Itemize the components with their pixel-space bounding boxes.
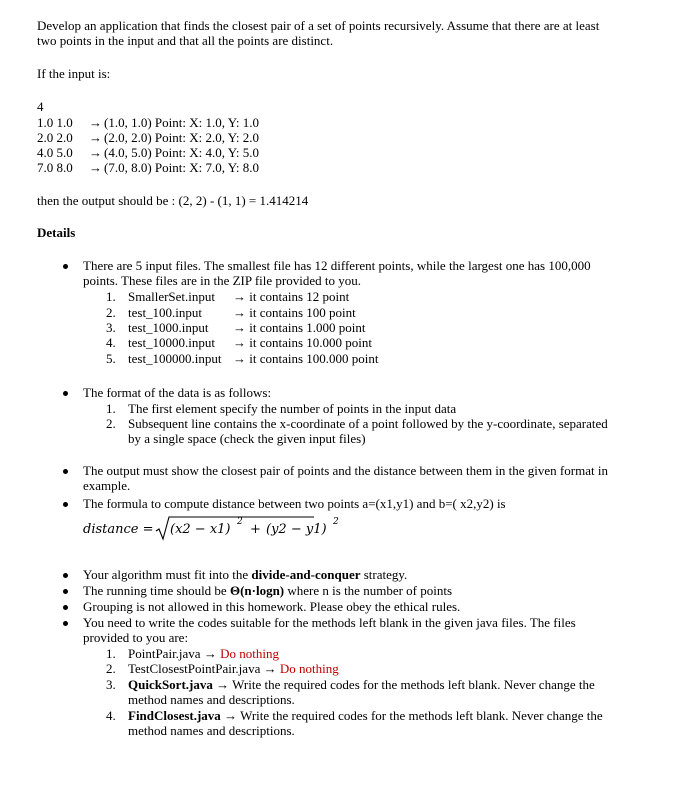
java-file-name: PointPair.java	[128, 646, 201, 661]
sample-out: (2.0, 2.0) Point: X: 2.0, Y: 2.0	[104, 130, 260, 145]
runtime-pre: The running time should be	[83, 583, 230, 598]
file-desc: → it contains 10.000 point	[233, 335, 373, 350]
details-heading: Details	[37, 225, 76, 240]
file-name: test_100000.input	[128, 351, 222, 366]
java-file-desc: Write the required codes for the methods left blank. Never change the	[240, 708, 603, 723]
file-name: test_1000.input	[128, 320, 209, 335]
list-number: 2.	[106, 416, 116, 431]
bullet-icon	[63, 573, 68, 578]
code-line-1: You need to write the codes suitable for the methods left blank in the given java files. The files	[83, 615, 576, 630]
list-number: 2.	[106, 661, 116, 676]
format-item: The first element specify the number of points in the input data	[128, 401, 457, 416]
java-file-name: FindClosest.java	[128, 708, 221, 723]
sample-out: (7.0, 8.0) Point: X: 7.0, Y: 8.0	[104, 160, 260, 175]
bullet-icon	[63, 605, 68, 610]
sample-raw: 7.0 8.0	[37, 160, 73, 175]
runtime-bold: Θ(n·logn)	[229, 583, 285, 598]
java-file-desc-cont: method names and descriptions.	[128, 723, 295, 738]
java-file-item	[128, 708, 603, 723]
java-file-desc: Do nothing	[220, 646, 279, 661]
arrow-icon: →	[263, 661, 277, 676]
list-number: 4.	[106, 335, 116, 350]
algorithm-pre: Your algorithm must fit into the	[83, 567, 252, 582]
list-number: 1.	[106, 646, 116, 661]
file-desc: → it contains 100.000 point	[233, 351, 379, 366]
formula-plus: +	[250, 522, 261, 537]
sample-count: 4	[37, 99, 44, 114]
intro-line-2: two points in the input and that all the points are distinct.	[37, 33, 334, 48]
formula-intro: The formula to compute distance between two points a=(x1,y1) and b=( x2,y2) is	[83, 496, 506, 511]
formula-lhs: distance =	[83, 522, 154, 537]
bullet-icon	[63, 469, 68, 474]
intro-line-1: Develop an application that finds the closest pair of a set of points recursively. Assume that there are at least	[37, 18, 600, 33]
list-number: 5.	[106, 351, 116, 366]
algorithm-post: strategy.	[360, 567, 408, 582]
input-heading: If the input is:	[37, 66, 111, 81]
runtime-post: where n is the number of points	[284, 583, 453, 598]
java-file-item	[128, 677, 595, 692]
java-file-desc: Write the required codes for the methods left blank. Never change the	[232, 677, 595, 692]
formula-term-2: (y2 − y1)	[266, 522, 327, 537]
arrow-icon: →	[203, 646, 217, 661]
format-item-cont: by a single space (check the given input files)	[128, 431, 366, 446]
algorithm-line	[83, 567, 407, 582]
output-req-line-2: example.	[83, 478, 131, 493]
list-number: 4.	[106, 708, 116, 723]
java-file-name: TestClosestPointPair.java	[128, 661, 261, 676]
code-line-2: provided to you are:	[83, 630, 189, 645]
files-line-2: points. These files are in the ZIP file provided to you.	[83, 273, 361, 288]
java-file-item	[128, 661, 339, 676]
arrow-icon: →	[89, 145, 102, 160]
file-name: SmallerSet.input	[128, 289, 216, 304]
java-file-item	[128, 646, 279, 661]
format-item: Subsequent line contains the x-coordinate of a point followed by the y-coordinate, separated	[128, 416, 608, 431]
sample-raw: 4.0 5.0	[37, 145, 73, 160]
list-number: 3.	[106, 677, 116, 692]
formula-exp-1: 2	[237, 517, 243, 527]
list-number: 1.	[106, 401, 116, 416]
java-file-name: QuickSort.java	[128, 677, 213, 692]
arrow-icon: →	[89, 130, 102, 145]
sample-raw: 2.0 2.0	[37, 130, 73, 145]
arrow-icon: →	[224, 708, 238, 723]
formula-term-1: (x2 − x1)	[170, 522, 231, 537]
arrow-icon: →	[216, 677, 230, 692]
java-file-desc: Do nothing	[279, 661, 339, 676]
sample-raw: 1.0 1.0	[37, 115, 73, 130]
sample-out: (4.0, 5.0) Point: X: 4.0, Y: 5.0	[104, 145, 260, 160]
arrow-icon: →	[89, 160, 102, 175]
file-desc: → it contains 1.000 point	[233, 320, 366, 335]
bullet-icon	[63, 502, 68, 507]
arrow-icon: →	[89, 115, 102, 130]
java-file-desc-cont: method names and descriptions.	[128, 692, 295, 707]
runtime-line	[83, 583, 452, 598]
file-name: test_10000.input	[128, 335, 216, 350]
files-line-1: There are 5 input files. The smallest file has 12 different points, while the largest one has 100,000	[83, 258, 591, 273]
bullet-icon	[63, 264, 68, 269]
bullet-icon	[63, 589, 68, 594]
file-desc: → it contains 100 point	[233, 305, 356, 320]
list-number: 3.	[106, 320, 116, 335]
bullet-icon	[63, 391, 68, 396]
output-req-line-1: The output must show the closest pair of points and the distance between them in the given format in	[83, 463, 608, 478]
format-line-1: The format of the data is as follows:	[83, 385, 272, 400]
file-name: test_100.input	[128, 305, 203, 320]
grouping-line: Grouping is not allowed in this homework. Please obey the ethical rules.	[83, 599, 461, 614]
bullet-icon	[63, 621, 68, 626]
output-line: then the output should be : (2, 2) - (1, 1) = 1.414214	[37, 193, 309, 208]
formula-exp-2: 2	[333, 517, 339, 527]
sample-out: (1.0, 1.0) Point: X: 1.0, Y: 1.0	[104, 115, 260, 130]
algorithm-bold: divide-and-conquer	[251, 567, 361, 582]
file-desc: → it contains 12 point	[233, 289, 350, 304]
list-number: 2.	[106, 305, 116, 320]
list-number: 1.	[106, 289, 116, 304]
